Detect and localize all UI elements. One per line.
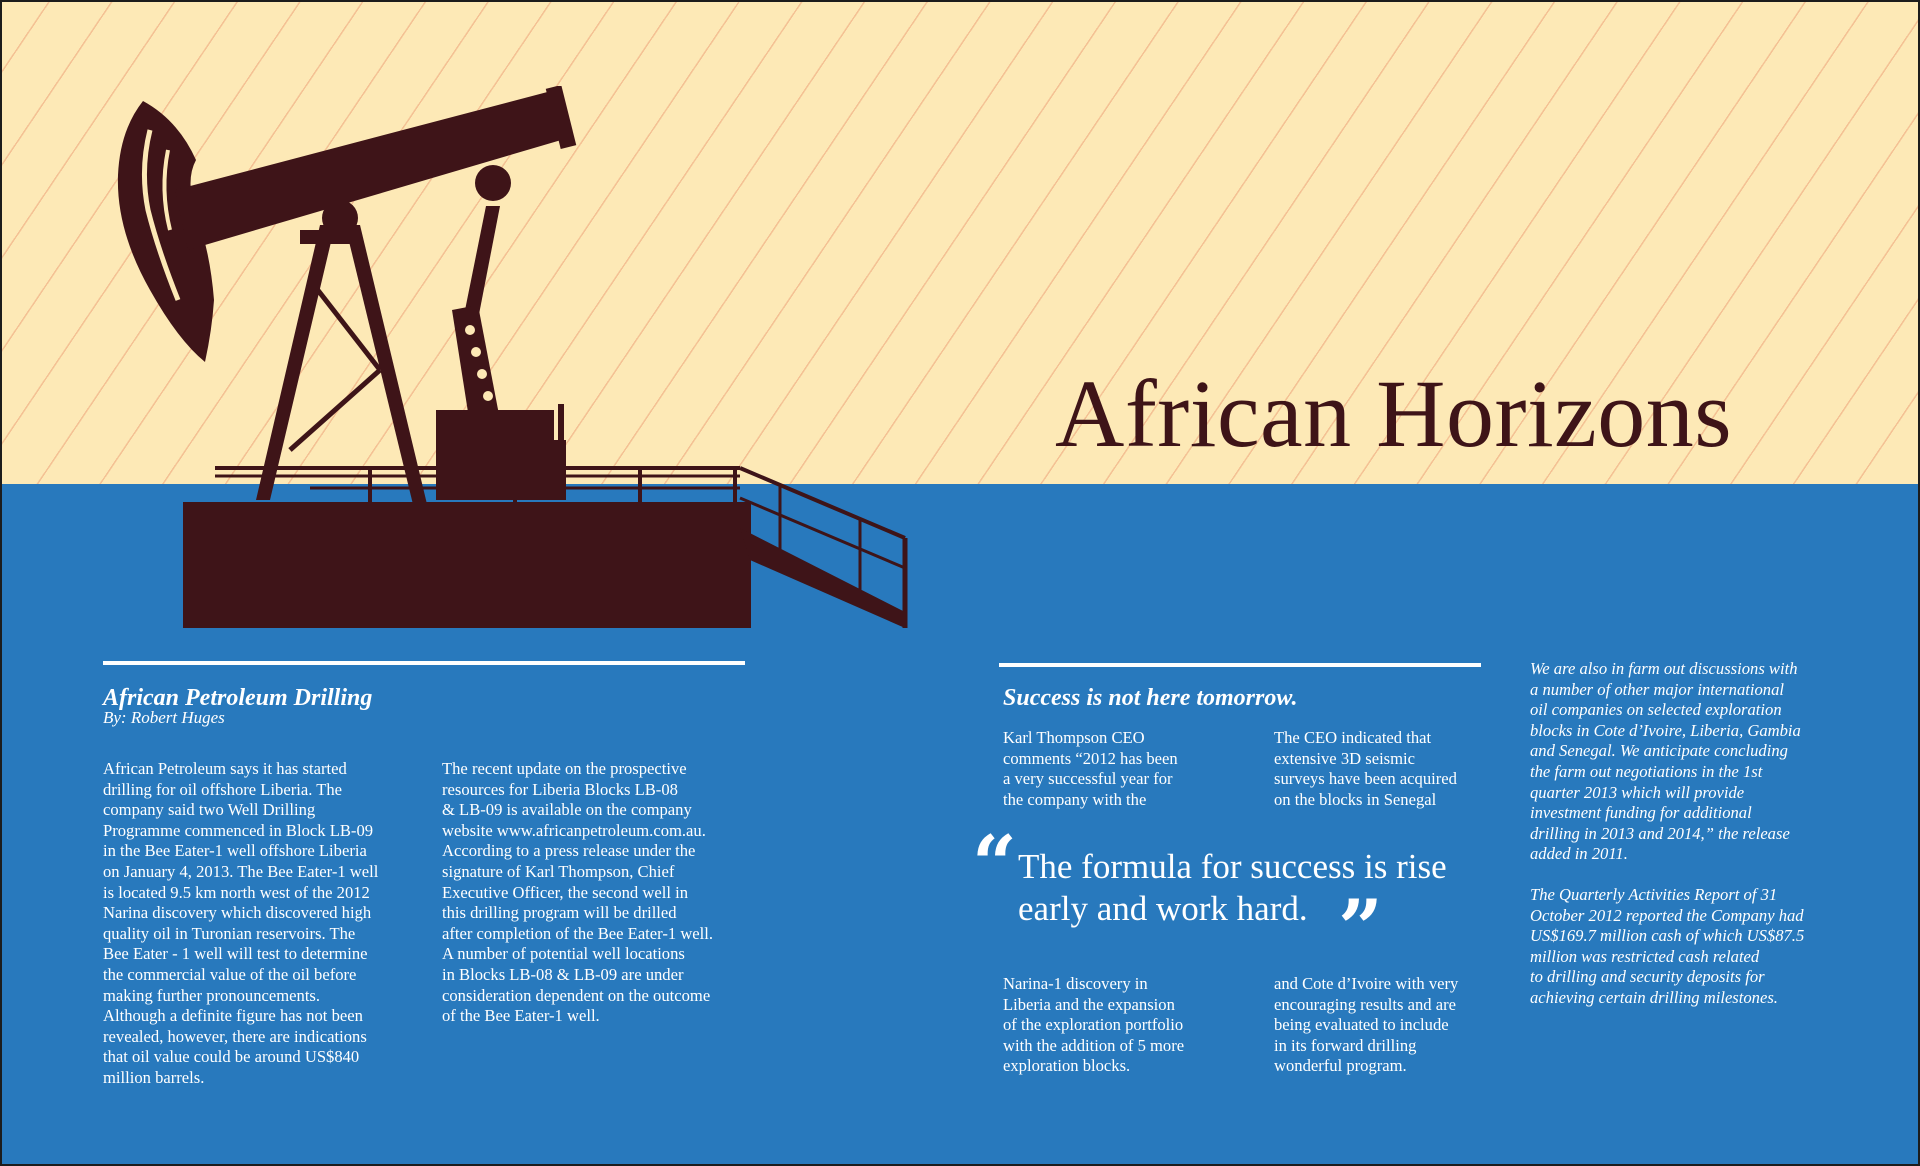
page-title: African Horizons (1055, 360, 1733, 467)
pull-quote: The formula for success is rise early and work hard. (1018, 847, 1447, 928)
close-quote-mark: ” (1338, 883, 1383, 974)
stairs (740, 528, 905, 628)
platform-base (183, 502, 751, 628)
right-article-column-2-bottom: and Cote d’Ivoire with very encouraging results and are being evaluated to include in its forward drilling wonderful program. (1274, 974, 1459, 1076)
left-article-heading: African Petroleum Drilling (103, 685, 373, 711)
right-article-heading: Success is not here tomorrow. (1003, 685, 1298, 711)
oil-pumpjack-icon (110, 86, 910, 632)
right-article-column-1-top: Karl Thompson CEO comments “2012 has been a very successful year for the company with the (1003, 728, 1178, 809)
left-article-rule (103, 661, 745, 665)
right-article-rule (999, 663, 1481, 667)
right-article-column-3-paragraph-1: We are also in farm out discussions with a number of other major international oil companies on selected exploration blocks in Cote d’Ivoire, Liberia, Gambia and Senegal. We anticipate concluding the farm out negotiations in the 1st quarter 2013 which will provide investment funding for additional drilling in 2013 and 2014,” the release added in 2011. (1530, 659, 1801, 864)
left-article-column-1: African Petroleum says it has started drilling for oil offshore Liberia. The company said two Well Drilling Programme commenced in Block LB-09 in the Bee Eater-1 well offshore Liberia on January 4, 2013. The Bee Eater-1 well is located 9.5 km north west of the 2012 Narina discovery which discovered high quality oil in Turonian reservoirs. The Bee Eater - 1 well will test to determine the commercial value of the oil before making further pronouncements. Although a definite figure has not been revealed, however, there are indications that oil value could be around US$840 million barrels. (103, 759, 379, 1087)
right-article-column-2-top: The CEO indicated that extensive 3D seismic surveys have been acquired on the blocks in Senegal (1274, 728, 1457, 809)
open-quote-mark: “ (972, 819, 1017, 910)
right-article-column-3-paragraph-2: The Quarterly Activities Report of 31 October 2012 reported the Company had US$169.7 million cash of which US$87.5 million was restricted cash related to drilling and security deposits for achieving certain drilling milestones. (1530, 885, 1805, 1007)
walking-beam (175, 90, 568, 250)
left-article-byline: By: Robert Huges (103, 708, 225, 727)
samson-post (256, 225, 335, 500)
right-article-column-1-bottom: Narina-1 discovery in Liberia and the expansion of the exploration portfolio with the addition of 5 more exploration blocks. (1003, 974, 1185, 1076)
crank-arm (452, 305, 500, 425)
left-article-column-2: The recent update on the prospective resources for Liberia Blocks LB-08 & LB-09 is available on the company website www.africanpetroleum.com.au. According to a press release under the signature of Karl Thompson, Chief Executive Officer, the second well in this drilling program will be drilled after completion of the Bee Eater-1 well. A number of potential well locations in Blocks LB-08 & LB-09 are under consideration dependent on the outcome of the Bee Eater-1 well. (442, 759, 714, 1026)
